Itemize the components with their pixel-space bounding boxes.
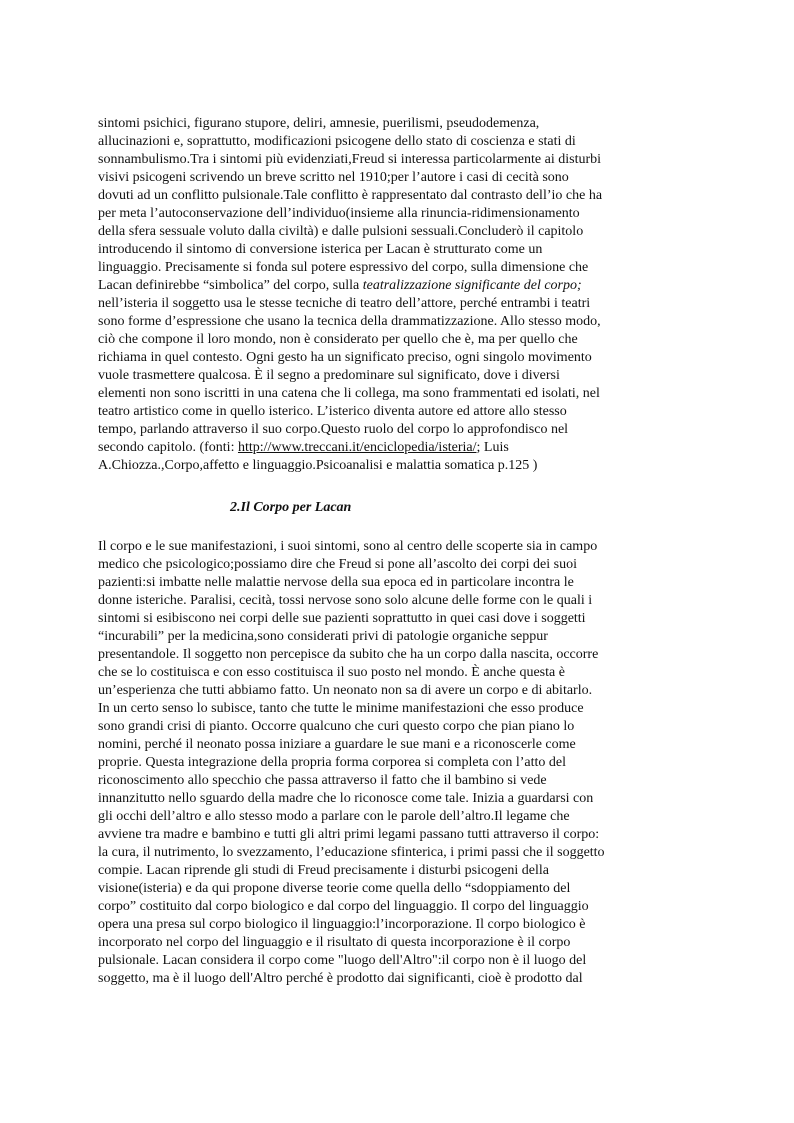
text-line: nell’isteria il soggetto usa le stesse tecniche di teatro dell’attore, perché entrambi i teatri [98,296,591,311]
text-line: “incurabili” per la medicina,sono considerati privi di patologie organiche seppur [98,629,548,644]
text-line: nomini, perché il neonato possa iniziare a guardare le sue mani e a riconoscerle come [98,737,576,752]
text-line: corpo” costituito dal corpo biologico e dal corpo del linguaggio. Il corpo del linguaggio [98,899,589,914]
text-line: la cura, il nutrimento, lo svezzamento, l’educazione sfinterica, i primi passi che il soggetto [98,845,605,860]
section-heading: 2.Il Corpo per Lacan [230,500,352,515]
text-line: un’esperienza che tutti abbiamo fatto. Un neonato non sa di avere un corpo e di abitarlo. [98,683,593,698]
text-line: sintomi si esibiscono nei corpi delle sue pazienti soprattutto in quei casi dove i soggetti [98,611,586,626]
text-line: soggetto, ma è il luogo dell'Altro perché è prodotto dai significanti, cioè è prodotto dal [98,971,583,986]
text-line: teatro artistico come in quello isterico. L’isterico diventa autore ed attore allo stesso [98,404,567,419]
text-line: Il corpo e le sue manifestazioni, i suoi sintomi, sono al centro delle scoperte sia in campo [98,539,598,554]
text-line: A.Chiozza.,Corpo,affetto e linguaggio.Psicoanalisi e malattia somatica p.125 ) [98,458,538,473]
text-line: sintomi psichici, figurano stupore, deliri, amnesie, puerilismi, pseudodemenza, [98,116,540,131]
text-line: ciò che compone il loro mondo, non è considerato per quello che è, ma per quello che [98,332,578,347]
text-line: pazienti:si imbatte nelle malattie nervose della sua epoca ed in particolare incontra le [98,575,574,590]
text-line: avviene tra madre e bambino e tutti gli altri primi legami passano tutti attraverso il corpo: [98,827,600,842]
text-line: che se lo costituisca e con esso costituisca il suo posto nel mondo. È anche questa è [98,665,565,680]
text-line: compie. Lacan riprende gli studi di Freud precisamente i disturbi psicogeni della [98,863,549,878]
text-line: riconoscimento allo specchio che passa attraverso il fatto che il bambino si vede [98,773,547,788]
text-line: allucinazioni e, soprattutto, modificazioni psicogene dello stato di coscienza e stati di [98,134,576,149]
text-line: pulsionale. Lacan considera il corpo come "luogo dell'Altro":il corpo non è il luogo del [98,953,587,968]
paragraph-body-lacan [98,538,694,988]
treccani-link[interactable]: http://www.treccani.it/enciclopedia/isteria/ [237,440,477,455]
text-line: proprie. Questa integrazione della propria forma corporea si completa con l’atto del [98,755,567,770]
text-segment: Lacan definirebbe “simbolica” del corpo, sulla [98,278,363,293]
text-line: sonnambulismo.Tra i sintomi più evidenziati,Freud si interessa particolarmente ai disturbi [98,152,602,167]
text-line: dovuti ad un conflitto pulsionale.Tale conflitto è rappresentato dal contrasto dell’io che ha [98,188,603,203]
text-line: gli occhi dell’altro e allo stesso modo a parlare con le parole dell’altro.Il legame che [98,809,570,824]
text-line: visivi psicogeni scrivendo un breve scritto nel 1910;per l’autore i casi di cecità sono [98,170,569,185]
text-line [98,277,694,295]
paragraph-hysteria-symptoms [98,115,694,475]
text-line: incorporato nel corpo del linguaggio e il risultato di questa incorporazione è il corpo [98,935,571,950]
text-line: sono grandi crisi di pianto. Occorre qualcuno che curi questo corpo che pian piano lo [98,719,575,734]
text-line: In un certo senso lo subisce, tanto che tutte le minime manifestazioni che esso produce [98,701,584,716]
text-line: innanzitutto nello sguardo della madre che lo riconosce come tale. Inizia a guardarsi con [98,791,594,806]
text-line: visione(isteria) e da qui propone diverse teorie come quella dello “sdoppiamento del [98,881,571,896]
text-line: elementi non sono iscritti in una catena che li collega, ma sono frammentati ed isolati, nel [98,386,600,401]
text-line: medico che psicologico;possiamo dire che Freud si pone all’ascolto dei corpi dei suoi [98,557,577,572]
text-line: introducendo il sintomo di conversione isterica per Lacan è strutturato come un [98,242,543,257]
text-line: opera una presa sul corpo biologico il linguaggio:l’incorporazione. Il corpo biologico è [98,917,586,932]
text-segment: secondo capitolo. (fonti: [98,440,238,455]
text-line: richiama in quel contesto. Ogni gesto ha un significato preciso, ogni singolo movimento [98,350,592,365]
text-segment: ; Luis [476,440,509,455]
text-line: tempo, parlando attraverso il suo corpo.Questo ruolo del corpo lo approfondisco nel [98,422,569,437]
text-line: per meta l’autoconservazione dell’individuo(insieme alla rinuncia-ridimensionamento [98,206,580,221]
text-line: donne isteriche. Paralisi, cecità, tossi nervose sono solo alcune delle forme con le quali i [98,593,593,608]
text-line: linguaggio. Precisamente si fonda sul potere espressivo del corpo, sulla dimensione che [98,260,589,275]
text-line: sono forme d’espressione che usano la tecnica della drammatizzazione. Allo stesso modo, [98,314,601,329]
text-line [98,439,694,457]
text-line: della sfera sessuale voluto dalla civiltà) e dalle pulsioni sessuali.Concluderò il capitolo [98,224,584,239]
text-line: vuole trasmettere qualcosa. È il segno a predominare sul significato, dove i diversi [98,368,560,383]
text-line: presentandole. Il soggetto non percepisce da subito che ha un corpo dalla nascita, occorre [98,647,599,662]
italic-phrase: teatralizzazione significante del corpo; [362,278,582,293]
